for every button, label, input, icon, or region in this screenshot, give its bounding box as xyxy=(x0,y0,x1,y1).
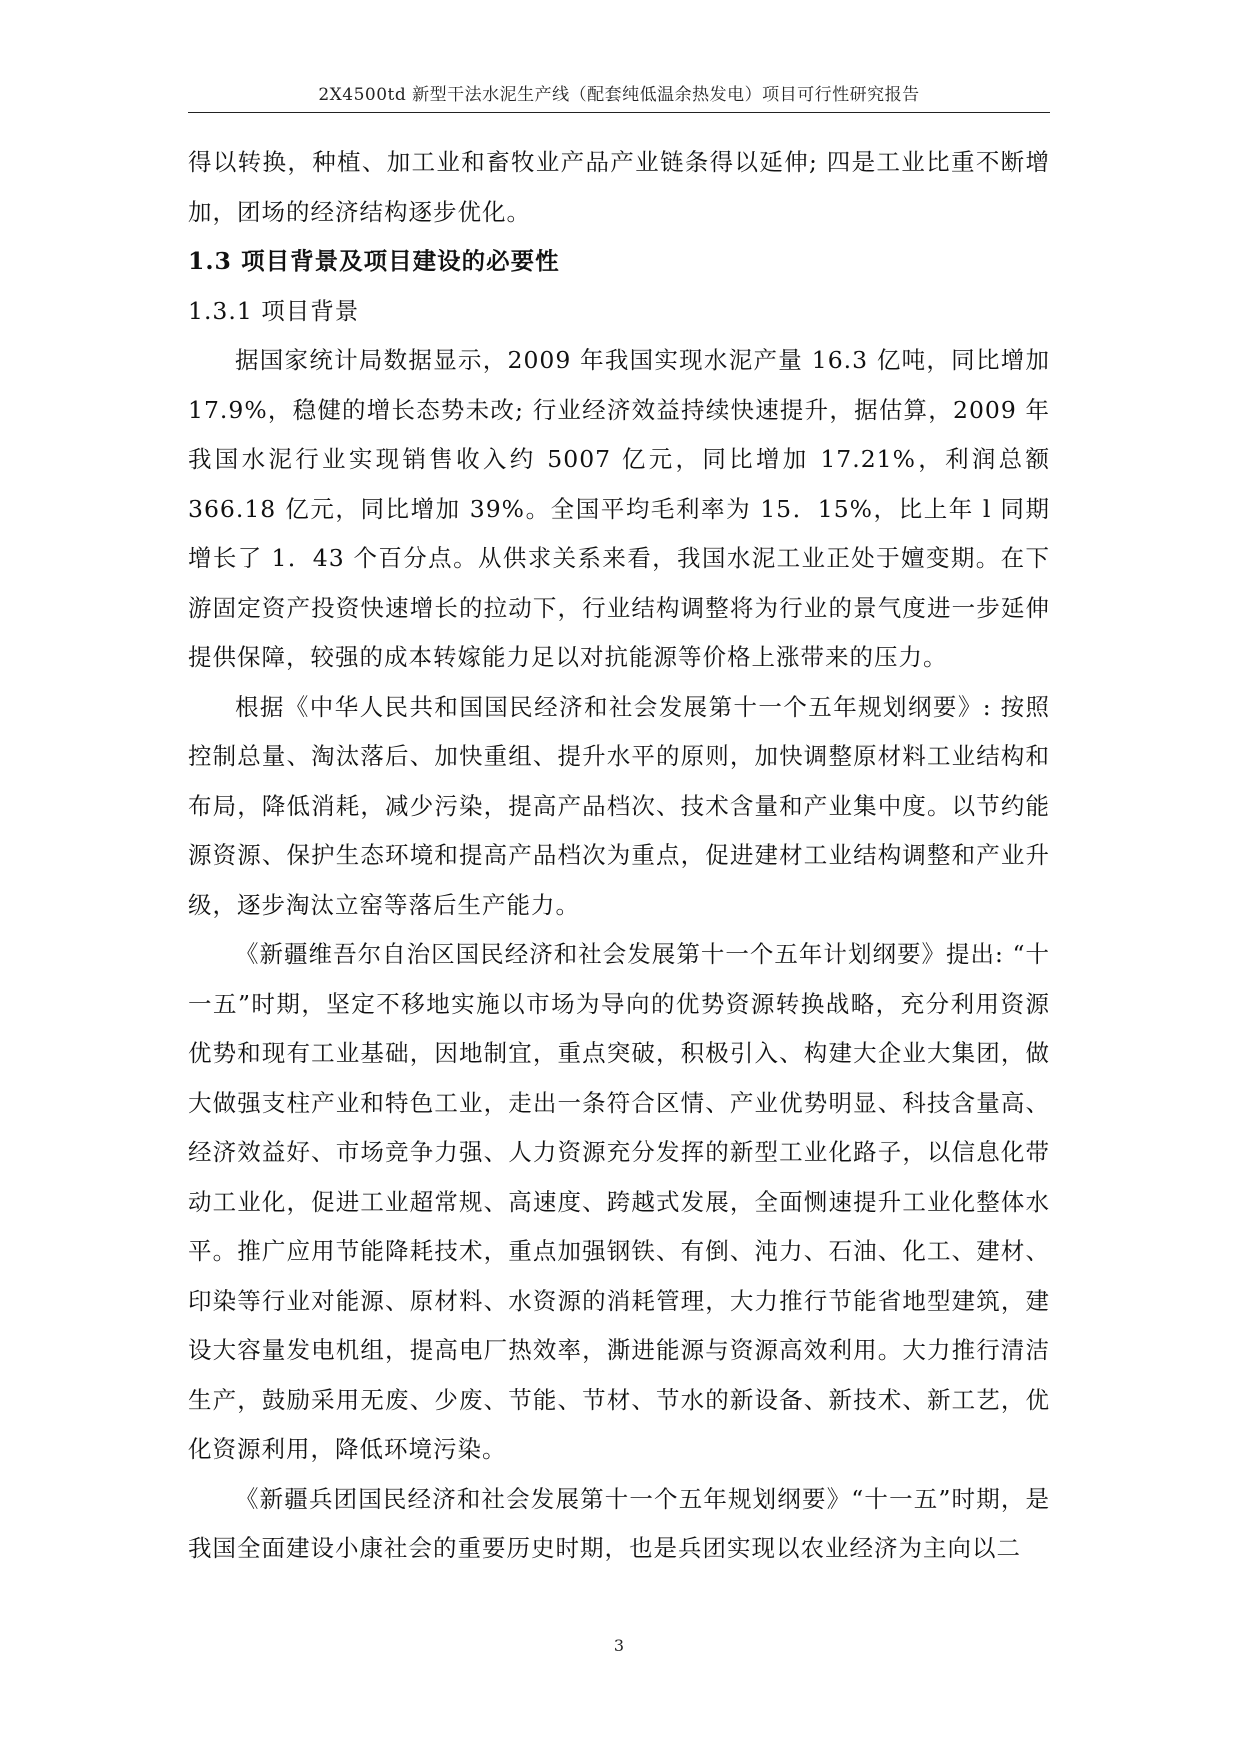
page-number: 3 xyxy=(613,1636,625,1655)
paragraph-bingtuan-plan: 《新疆兵团国民经济和社会发展第十一个五年规划纲要》“十一五”时期，是我国全面建设小康社会的重要历史时期，也是兵团实现以农业经济为主向以二 xyxy=(188,1484,1050,1562)
continuation-paragraph: 得以转换，种植、加工业和畜牧业产品产业链条得以延伸; 四是工业比重不断增加，团场的经济结构逐步优化。 xyxy=(188,148,1050,226)
paragraph-xinjiang-plan: 《新疆维吾尔自治区国民经济和社会发展第十一个五年计划纲要》提出: “十一五”时期，坚定不移地实施以市场为导向的优势资源转换战略，充分利用资源优势和现有工业基础，因地制宜，重点突破，积极引入、构建大企业大集团，做大做强支柱产业和特色工业，走出一条符合区情、产业优势明显、科技含量高、经济效益好、市场竞争力强、人力资源充分发挥的新型工业化路子，以信息化带动工业化，促进工业超常规、高速度、跨越式发展，全面恻速提升工业化整体水平。推广应用节能降耗技术，重点加强钢铁、有倒、沌力、石油、化工、建材、印染等行业对能源、原材料、水资源的消耗管理，大力推行节能省地型建筑，建设大容量发电机组，提高电厂热效率，澌进能源与资源高效利用。大力推行清洁生产，鼓励采用无废、少废、节能、节材、节水的新设备、新技术、新工艺，优化资源利用，降低环境污染。 xyxy=(188,940,1050,1463)
page-header-title: 2X4500td 新型干法水泥生产线（配套纯低温余热发电）项目可行性研究报告 xyxy=(318,85,920,105)
header-divider xyxy=(188,112,1050,113)
subsection-heading: 1.3.1 项目背景 xyxy=(188,296,360,325)
paragraph-statistics: 据国家统计局数据显示，2009 年我国实现水泥产量 16.3 亿吨，同比增加 17.9%，稳健的增长态势未改; 行业经济效益持续快速提升，据估算，2009 年我国水泥行业实现销售收入约 5007 亿元，同比增加 17.21%，利润总额 366.18 亿元，同比增加 39%。全国平均毛利率为 15．15%，比上年 l 同期增长了 1．43 个百分点。从供求关系来看，我国水泥工业正处于嬗变期。在下游固定资产投资快速增长的拉动下，行业结构调整将为行业的景气度进一步延伸提供保障，较强的成本转嫁能力足以对抗能源等价格上涨带来的压力。 xyxy=(188,346,1050,671)
section-heading: 1.3 项目背景及项目建设的必要性 xyxy=(188,247,560,275)
paragraph-national-plan: 根据《中华人民共和国国民经济和社会发展第十一个五年规划纲要》: 按照控制总量、淘汰落后、加快重组、提升水平的原则，加快调整原材料工业结构和布局，降低消耗，减少污染，提高产品档次、技术含量和产业集中度。以节约能源资源、保护生态环境和提高产品档次为重点，促进建材工业结构调整和产业升级，逐步淘汰立窑等落后生产能力。 xyxy=(188,692,1050,919)
document-body xyxy=(188,138,1050,1574)
